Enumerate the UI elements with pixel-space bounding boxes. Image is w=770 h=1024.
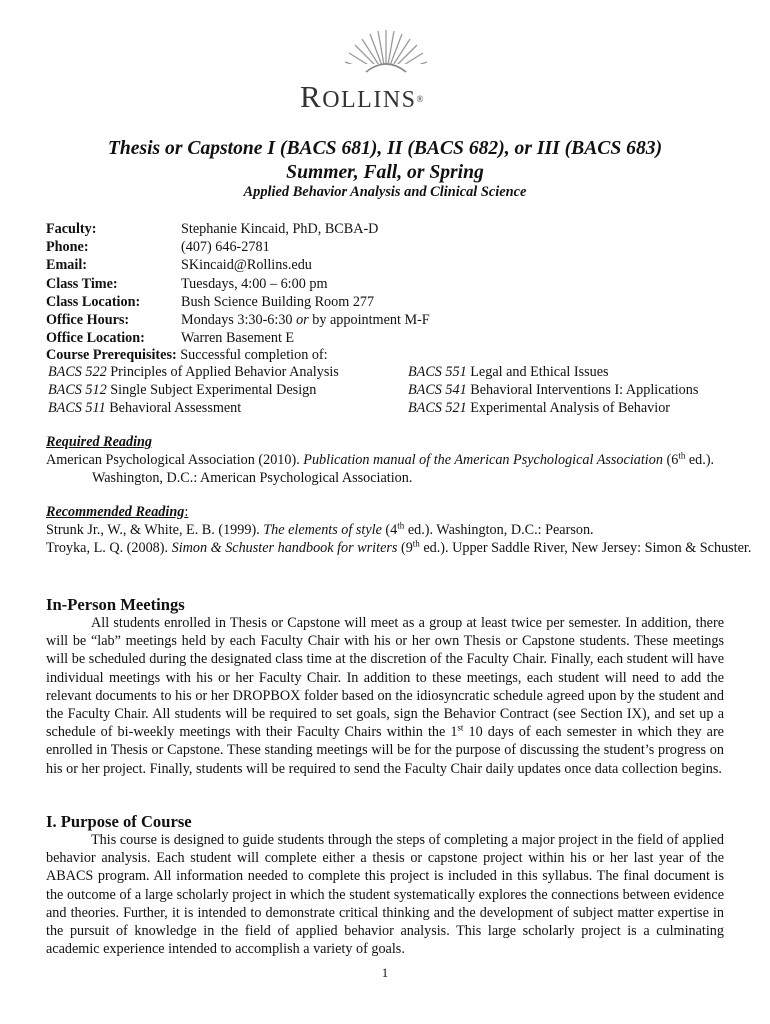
recommended-reading-reference: Strunk Jr., W., & White, E. B. (1999). The elements of style (4th ed.). Washington, D.C.: Pearson. <box>46 520 594 538</box>
sunburst-icon <box>336 26 436 78</box>
purpose-paragraph: This course is designed to guide students through the steps of completing a major project in the field of applied behavior analysis. Each student will complete either a thesis or capstone project within his or her last year of the ABACS program. All information needed to complete this project is included in this syllabus. The final document is the outcome of a large scholarly project in which the student systematically explores the connections between evidence and theories. Further, it is intended to demonstrate critical thinking and the development of subject matter expertise in the pursuit of knowledge in the field of applied behavior analysis. This large scholarly project is a culminating academic experience intended to accomplish a variety of goals. <box>46 832 724 958</box>
prerequisite-course: BACS 512 Single Subject Experimental Design <box>48 382 317 399</box>
email-link[interactable]: SKincaid@Rollins.edu <box>181 257 312 274</box>
prerequisite-course: BACS 522 Principles of Applied Behavior Analysis <box>48 364 339 380</box>
prerequisite-column-left <box>48 363 339 418</box>
required-reading-reference: American Psychological Association (2010). Publication manual of the American Psychological Association (6th ed.). Washington, D.C.: American Psychological Association. <box>46 450 715 487</box>
prerequisite-course: BACS 551 Legal and Ethical Issues <box>408 364 609 380</box>
meetings-paragraph: All students enrolled in Thesis or Capstone will meet as a group at least twice per semester. In addition, there will be “lab” meetings held by each Faculty Chair with his or her own Thesis or Capstone students. These meetings will be scheduled during the designated class time at the discretion of the Faculty Chair. Finally, each student will have individual meetings with his or her Faculty Chair. In addition to these meetings, each student will need to add the relevant documents to his or her DROPBOX folder based on the idiosyncratic schedule agreed upon by the student and the Faculty Chair. All students will be required to set goals, sign the Behavior Contract (see Section IX), and set up a schedule of bi-weekly meetings with their Faculty Chairs within the 1st 10 days of each semester in which they are enrolled in Thesis or Capstone. These standing meetings will be for the purpose of discussing the student’s progress on his or her project. Finally, students will be required to send the Faculty Chair daily updates once data collection begins. <box>46 615 724 777</box>
logo-wordmark: ROLLINS® <box>300 79 424 114</box>
meetings-heading: In-Person Meetings <box>46 595 185 614</box>
purpose-heading: I. Purpose of Course <box>46 812 192 831</box>
prerequisite-course: BACS 511 Behavioral Assessment <box>48 400 242 417</box>
required-reading-heading: Required Reading <box>46 434 153 450</box>
page-number: 1 <box>381 965 389 980</box>
recommended-reading-reference: Troyka, L. Q. (2008). Simon & Schuster handbook for writers (9th ed.). Upper Saddle River, New Jersey: Simon & Schuster. <box>46 538 752 556</box>
prerequisite-course: BACS 521 Experimental Analysis of Behavior <box>408 400 671 417</box>
prerequisite-course: BACS 541 Behavioral Interventions I: Applications <box>408 382 699 399</box>
course-prerequisites: Course Prerequisites: Successful completion of: <box>46 347 328 363</box>
course-terms: Summer, Fall, or Spring <box>286 162 484 183</box>
rollins-logo <box>296 26 476 114</box>
recommended-reading-heading: Recommended Reading: <box>46 504 189 520</box>
course-title: Thesis or Capstone I (BACS 681), II (BACS 682), or III (BACS 683) <box>107 138 663 159</box>
program-name: Applied Behavior Analysis and Clinical Science <box>243 184 527 200</box>
prerequisite-column-right <box>408 363 698 418</box>
